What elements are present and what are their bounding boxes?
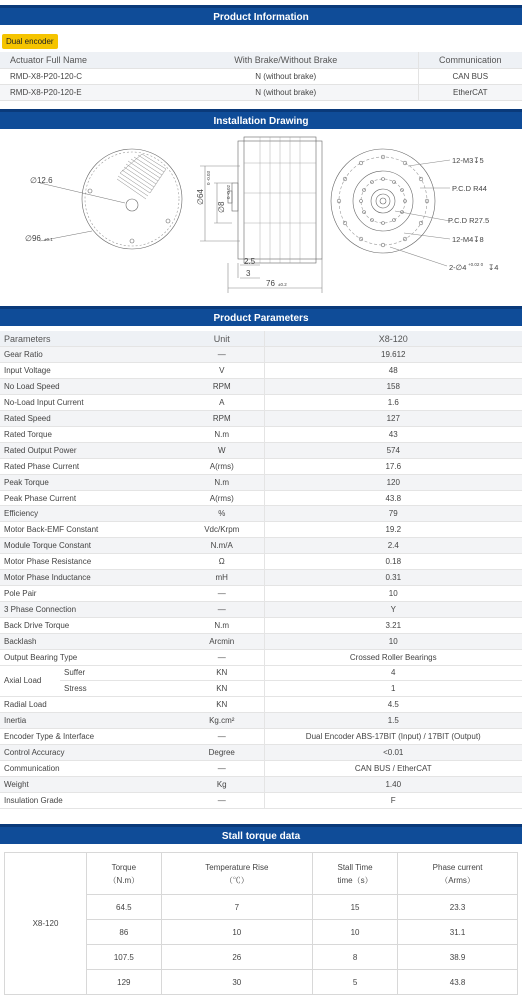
stall-header: [87, 853, 162, 895]
stall-value: 23.3: [398, 895, 518, 920]
parameter-unit: mH: [180, 570, 264, 586]
dim-76-tol: ±0.2: [278, 282, 287, 287]
parameter-name: Radial Load: [0, 697, 180, 713]
actuator-name: RMD-X8-P20-120-E: [0, 84, 154, 100]
parameter-name: Efficiency: [0, 506, 180, 522]
installation-drawing: [0, 133, 522, 298]
parameter-name: Motor Phase Resistance: [0, 554, 180, 570]
stall-value: 26: [161, 945, 312, 970]
parameter-name: Rated Torque: [0, 426, 180, 442]
communication-value: EtherCAT: [418, 84, 522, 100]
stall-header-unit: time（s）: [337, 875, 373, 885]
dim-d96: ∅96: [25, 234, 41, 243]
parameter-name: Inertia: [0, 713, 180, 729]
table-row: [0, 347, 522, 363]
parameter-unit: —: [180, 586, 264, 602]
parameter-value: CAN BUS / EtherCAT: [264, 760, 522, 776]
table-row: [0, 395, 522, 411]
parameter-name: Motor Back-EMF Constant: [0, 522, 180, 538]
table-row: [0, 617, 522, 633]
header-model: X8-120: [264, 331, 522, 347]
parameter-name: Encoder Type & Interface: [0, 729, 180, 745]
parameter-value: 1.40: [264, 776, 522, 792]
parameter-value: 19.2: [264, 522, 522, 538]
parameter-value: 3.21: [264, 617, 522, 633]
stall-header: [312, 853, 397, 895]
parameter-value: Crossed Roller Bearings: [264, 649, 522, 665]
label-pin-depth: ↧4: [488, 263, 499, 272]
parameter-name: Control Accuracy: [0, 745, 180, 761]
parameter-value: 10: [264, 586, 522, 602]
parameter-value: 1.5: [264, 713, 522, 729]
parameter-name: Gear Ratio: [0, 347, 180, 363]
parameter-unit: A(rms): [180, 458, 264, 474]
table-row: [0, 586, 522, 602]
parameter-name: No Load Speed: [0, 379, 180, 395]
table-row: [0, 458, 522, 474]
product-parameters-table: [0, 331, 522, 809]
parameter-value: 48: [264, 363, 522, 379]
parameter-unit: Kg.cm²: [180, 713, 264, 729]
parameter-unit: —: [180, 792, 264, 808]
parameter-value: 127: [264, 411, 522, 427]
stall-header-unit: （℃）: [224, 875, 249, 885]
stall-header-line: Torque: [111, 862, 137, 872]
parameter-unit: N.m: [180, 426, 264, 442]
stall-value: 7: [161, 895, 312, 920]
section-title-product-information: Product Information: [0, 5, 522, 25]
parameter-value: 0.31: [264, 570, 522, 586]
table-row: [0, 426, 522, 442]
stall-value: 10: [312, 920, 397, 945]
parameter-name: Communication: [0, 760, 180, 776]
section-title-stall-torque: Stall torque data: [0, 824, 522, 844]
parameter-value: 158: [264, 379, 522, 395]
parameter-value: 4: [264, 665, 522, 681]
stall-header: [398, 853, 518, 895]
parameter-unit: N.m: [180, 474, 264, 490]
dim-d96-tol: ±0.1: [44, 237, 53, 242]
label-m3: 12-M3↧5: [452, 156, 484, 165]
table-row: [0, 713, 522, 729]
stall-header-unit: （N.m）: [108, 875, 140, 885]
table-row: [0, 474, 522, 490]
parameter-unit: Arcmin: [180, 633, 264, 649]
table-row: [0, 681, 522, 697]
stall-value: 43.8: [398, 970, 518, 995]
stall-value: 38.9: [398, 945, 518, 970]
model-cell: X8-120: [5, 853, 87, 995]
parameter-unit: KN: [180, 697, 264, 713]
parameter-name: Pole Pair: [0, 586, 180, 602]
stall-value: 5: [312, 970, 397, 995]
parameter-value: 574: [264, 442, 522, 458]
header-communication: Communication: [418, 52, 522, 68]
dual-encoder-badge: Dual encoder: [2, 34, 58, 49]
stall-value: 10: [161, 920, 312, 945]
parameter-unit: V: [180, 363, 264, 379]
parameter-value: Y: [264, 601, 522, 617]
parameter-unit: —: [180, 347, 264, 363]
table-row: [0, 570, 522, 586]
label-pcd27-5: P.C.D R27.5: [448, 216, 490, 225]
parameter-name: Motor Phase Inductance: [0, 570, 180, 586]
stall-header-unit: （Arms）: [440, 875, 475, 885]
header-actuator-name: Actuator Full Name: [0, 52, 154, 68]
table-row: [0, 760, 522, 776]
stall-value: 8: [312, 945, 397, 970]
dim-d12: ∅12.6: [30, 176, 53, 185]
table-row: [0, 792, 522, 808]
table-row: [0, 601, 522, 617]
table-row: [0, 633, 522, 649]
header-brake: With Brake/Without Brake: [154, 52, 418, 68]
front-view: [40, 149, 182, 249]
parameter-unit: A: [180, 395, 264, 411]
table-row: [0, 665, 522, 681]
parameter-unit: KN: [180, 665, 264, 681]
label-pin: 2-∅4: [449, 263, 467, 272]
parameter-value: 43.8: [264, 490, 522, 506]
dim-3: 3: [246, 269, 251, 278]
parameter-value: 1: [264, 681, 522, 697]
stall-value: 107.5: [87, 945, 162, 970]
table-row: [0, 68, 522, 84]
stall-value: 15: [312, 895, 397, 920]
table-row: [0, 729, 522, 745]
stall-value: 31.1: [398, 920, 518, 945]
parameter-value: 2.4: [264, 538, 522, 554]
parameter-value: 0.18: [264, 554, 522, 570]
parameter-name: Back Drive Torque: [0, 617, 180, 633]
table-row: [0, 649, 522, 665]
stall-value: 129: [87, 970, 162, 995]
parameter-value: 19.612: [264, 347, 522, 363]
table-row: [0, 379, 522, 395]
table-row: [0, 490, 522, 506]
parameter-name: No-Load Input Current: [0, 395, 180, 411]
table-row: [0, 411, 522, 427]
parameter-unit: RPM: [180, 379, 264, 395]
axial-load-label: Axial Load: [0, 665, 60, 697]
parameter-value: F: [264, 792, 522, 808]
table-row: [0, 697, 522, 713]
communication-value: CAN BUS: [418, 68, 522, 84]
brake-value: N (without brake): [154, 68, 418, 84]
parameter-value: 79: [264, 506, 522, 522]
parameter-unit: KN: [180, 681, 264, 697]
parameter-name: Rated Phase Current: [0, 458, 180, 474]
table-header-row: [0, 52, 522, 68]
parameter-unit: Ω: [180, 554, 264, 570]
parameter-value: Dual Encoder ABS-17BIT (Input) / 17BIT (Output): [264, 729, 522, 745]
parameter-name: Output Bearing Type: [0, 649, 180, 665]
dim-76: 76: [266, 279, 275, 288]
parameter-unit: —: [180, 729, 264, 745]
table-row: [0, 84, 522, 100]
parameter-name: 3 Phase Connection: [0, 601, 180, 617]
table-row: [0, 522, 522, 538]
stall-value: 30: [161, 970, 312, 995]
parameter-name: Module Torque Constant: [0, 538, 180, 554]
dim-d64-tol: 0 -0.03: [206, 170, 211, 185]
parameter-value: 17.6: [264, 458, 522, 474]
parameter-value: 120: [264, 474, 522, 490]
table-row: [0, 776, 522, 792]
label-m4: 12-M4↧8: [452, 235, 484, 244]
actuator-name: RMD-X8-P20-120-C: [0, 68, 154, 84]
parameter-unit: Degree: [180, 745, 264, 761]
label-pcd44: P.C.D R44: [452, 184, 487, 193]
parameter-unit: N.m: [180, 617, 264, 633]
parameter-unit: W: [180, 442, 264, 458]
table-header-row: [5, 853, 518, 895]
table-row: [0, 554, 522, 570]
parameter-unit: —: [180, 601, 264, 617]
brake-value: N (without brake): [154, 84, 418, 100]
stall-header-line: Temperature Rise: [205, 862, 269, 872]
dim-2-5: 2.5: [244, 257, 256, 266]
stall-header: [161, 853, 312, 895]
parameter-unit: %: [180, 506, 264, 522]
table-row: [0, 538, 522, 554]
parameter-value: 10: [264, 633, 522, 649]
parameter-unit: Kg: [180, 776, 264, 792]
parameter-name: Input Voltage: [0, 363, 180, 379]
parameter-value: <0.01: [264, 745, 522, 761]
section-title-product-parameters: Product Parameters: [0, 306, 522, 326]
parameter-name: Insulation Grade: [0, 792, 180, 808]
parameter-unit: —: [180, 760, 264, 776]
header-parameters: Parameters: [0, 331, 180, 347]
parameter-unit: RPM: [180, 411, 264, 427]
parameter-name: Peak Phase Current: [0, 490, 180, 506]
parameter-name: Rated Output Power: [0, 442, 180, 458]
axial-load-sub: Suffer: [60, 665, 180, 681]
axial-load-sub: Stress: [60, 681, 180, 697]
parameter-unit: —: [180, 649, 264, 665]
stall-header-line: Stall Time: [337, 862, 373, 872]
table-row: [0, 363, 522, 379]
parameter-name: Backlash: [0, 633, 180, 649]
stall-value: 86: [87, 920, 162, 945]
stall-torque-table: [4, 852, 518, 995]
parameter-name: Rated Speed: [0, 411, 180, 427]
dim-d64: ∅64: [196, 189, 205, 205]
product-info-table: [0, 52, 522, 101]
table-row: [0, 442, 522, 458]
dim-d8: ∅8: [217, 201, 226, 213]
parameter-name: Weight: [0, 776, 180, 792]
parameter-name: Peak Torque: [0, 474, 180, 490]
header-unit: Unit: [180, 331, 264, 347]
table-row: [0, 745, 522, 761]
rear-view: [331, 149, 450, 266]
parameter-unit: A(rms): [180, 490, 264, 506]
table-header-row: [0, 331, 522, 347]
section-title-installation-drawing: Installation Drawing: [0, 109, 522, 129]
stall-value: 64.5: [87, 895, 162, 920]
side-view: [200, 137, 322, 293]
dim-d8-tol: 0 -0.02: [226, 184, 231, 199]
parameter-unit: Vdc/Krpm: [180, 522, 264, 538]
table-row: [0, 506, 522, 522]
parameter-value: 43: [264, 426, 522, 442]
parameter-value: 1.6: [264, 395, 522, 411]
parameter-unit: N.m/A: [180, 538, 264, 554]
parameter-value: 4.5: [264, 697, 522, 713]
label-pin-tol: +0.02 0: [468, 262, 484, 267]
stall-header-line: Phase current: [432, 862, 483, 872]
